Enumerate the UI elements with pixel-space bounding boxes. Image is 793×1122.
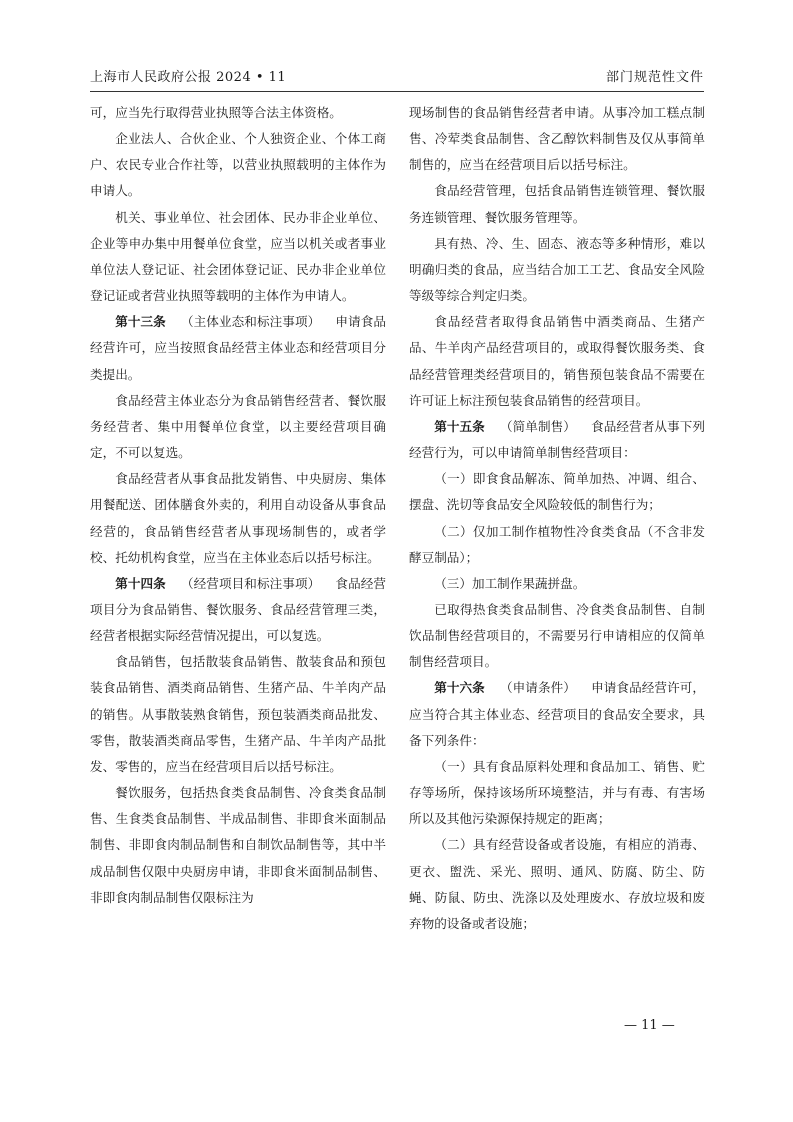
article-number: 第十六条 bbox=[434, 680, 485, 696]
paragraph-text: 食品销售，包括散装食品销售、散装食品和预包装食品销售、酒类商品销售、生猪产品、牛羊肉产品的销售。从事散装熟食销售，预包装酒类商品批发、零售，散装酒类商品零售，生猪产品、牛羊肉产品批发、零售的，应当在经营项目后以括号标注。 bbox=[90, 654, 386, 774]
paragraph-text: 企业法人、合伙企业、个人独资企业、个体工商户、农民专业合作社等，以营业执照载明的主体作为申请人。 bbox=[90, 131, 386, 199]
page-number: — 11 — bbox=[624, 1018, 675, 1033]
paragraph-text: 食品经营主体业态分为食品销售经营者、餐饮服务经营者、集中用餐单位食堂，以主要经营项目确定，不可以复选。 bbox=[90, 392, 386, 461]
gazette-title: 上海市人民政府公报 2024 • 11 bbox=[90, 70, 287, 85]
paragraph-text: 申请食品经营许可，应当符合其主体业态、经营项目的食品安全要求，具备下列条件： bbox=[409, 680, 706, 748]
paragraph bbox=[409, 571, 705, 597]
paragraph bbox=[409, 832, 705, 937]
paragraph bbox=[409, 231, 705, 309]
paragraph bbox=[90, 780, 386, 911]
section-title: 部门规范性文件 bbox=[605, 70, 704, 85]
paragraph-text: 可，应当先行取得营业执照等合法主体资格。 bbox=[90, 105, 342, 120]
paragraph-text: 食品经营管理，包括食品销售连锁管理、餐饮服务连锁管理、餐饮服务管理等。 bbox=[409, 183, 705, 225]
paragraph bbox=[409, 597, 705, 675]
paragraph-text: 已取得热食类食品制售、冷食类食品制售、自制饮品制售经营项目的，不需要另行申请相应的仅简单制售经营项目。 bbox=[409, 601, 705, 670]
article-title: （简单制售） bbox=[499, 418, 576, 434]
paragraph bbox=[409, 178, 705, 230]
paragraph-text: （一）即食食品解冻、简单加热、冲调、组合、摆盘、洗切等食品安全风险较低的制售行为； bbox=[409, 471, 705, 513]
paragraph-text: 餐饮服务，包括热食类食品制售、冷食类食品制售、生食类食品制售、半成品制售、非即食米面制品制售、非即食肉制品制售和自制饮品制售等，其中半成品制售仅限中央厨房申请，非即食米面制品制售、非即食肉制品制售仅限标注为 bbox=[90, 785, 386, 905]
paragraph bbox=[409, 466, 705, 518]
right-column bbox=[409, 100, 705, 937]
paragraph bbox=[409, 100, 705, 178]
article-number: 第十三条 bbox=[115, 314, 166, 330]
paragraph bbox=[90, 649, 386, 780]
article-number: 第十四条 bbox=[115, 575, 166, 591]
paragraph bbox=[90, 126, 386, 204]
paragraph bbox=[409, 754, 705, 832]
article-paragraph bbox=[409, 675, 705, 753]
page-header bbox=[90, 66, 704, 88]
paragraph-text: 现场制售的食品销售经营者申请。从事冷加工糕点制售、冷荤类食品制售、含乙醇饮料制售及仅从事简单制售的，应当在经营项目后以括号标注。 bbox=[409, 105, 705, 173]
paragraph-text: （二）具有经营设备或者设施，有相应的消毒、更衣、盥洗、采光、照明、通风、防腐、防尘、防蝇、防鼠、防虫、洗涤以及处理废水、存放垃圾和废弃物的设备或者设施； bbox=[409, 837, 705, 931]
paragraph-text: 食品经营者从事下列经营行为，可以申请简单制售经营项目： bbox=[409, 418, 706, 461]
paragraph bbox=[90, 205, 386, 310]
article-paragraph bbox=[409, 414, 705, 466]
paragraph-text: 申请食品经营许可，应当按照食品经营主体业态和经营项目分类提出。 bbox=[90, 314, 387, 382]
paragraph-text: （三）加工制作果蔬拼盘。 bbox=[434, 575, 586, 591]
paragraph bbox=[90, 466, 386, 571]
paragraph-text: 食品经营项目分为食品销售、餐饮服务、食品经营管理三类，经营者根据实际经营情况提出，可以复选。 bbox=[90, 575, 387, 644]
paragraph bbox=[409, 309, 705, 414]
paragraph bbox=[90, 100, 386, 126]
paragraph-text: 机关、事业单位、社会团体、民办非企业单位、企业等申办集中用餐单位食堂，应当以机关或者事业单位法人登记证、社会团体登记证、民办非企业单位登记证或者营业执照等载明的主体作为申请人。 bbox=[90, 209, 386, 304]
paragraph-text: 食品经营者从事食品批发销售、中央厨房、集体用餐配送、团体膳食外卖的，利用自动设备从事食品经营的，食品销售经营者从事现场制售的，或者学校、托幼机构食堂，应当在主体业态后以括号标注。 bbox=[90, 471, 386, 565]
article-number: 第十五条 bbox=[434, 418, 485, 434]
paragraph-text: （二）仅加工制作植物性冷食类食品（不含非发酵豆制品）； bbox=[409, 523, 705, 565]
left-column bbox=[90, 100, 386, 911]
article-title: （申请条件） bbox=[499, 680, 576, 696]
paragraph-text: 具有热、冷、生、固态、液态等多种情形，难以明确归类的食品，应当结合加工工艺、食品安全风险等级等综合判定归类。 bbox=[409, 235, 705, 304]
paragraph-text: （一）具有食品原料处理和食品加工、销售、贮存等场所，保持该场所环境整洁，并与有毒、有害场所以及其他污染源保持规定的距离； bbox=[409, 758, 705, 827]
paragraph bbox=[409, 519, 705, 571]
article-title: （经营项目和标注事项） bbox=[180, 575, 321, 591]
article-title: （主体业态和标注事项） bbox=[180, 314, 321, 330]
header-divider bbox=[90, 91, 704, 92]
article-paragraph bbox=[90, 571, 386, 649]
article-paragraph bbox=[90, 309, 386, 387]
paragraph bbox=[90, 388, 386, 466]
paragraph-text: 食品经营者取得食品销售中酒类商品、生猪产品、牛羊肉产品经营项目的，或取得餐饮服务类、食品经营管理类经营项目的，销售预包装食品不需要在许可证上标注预包装食品销售的经营项目。 bbox=[409, 314, 705, 408]
